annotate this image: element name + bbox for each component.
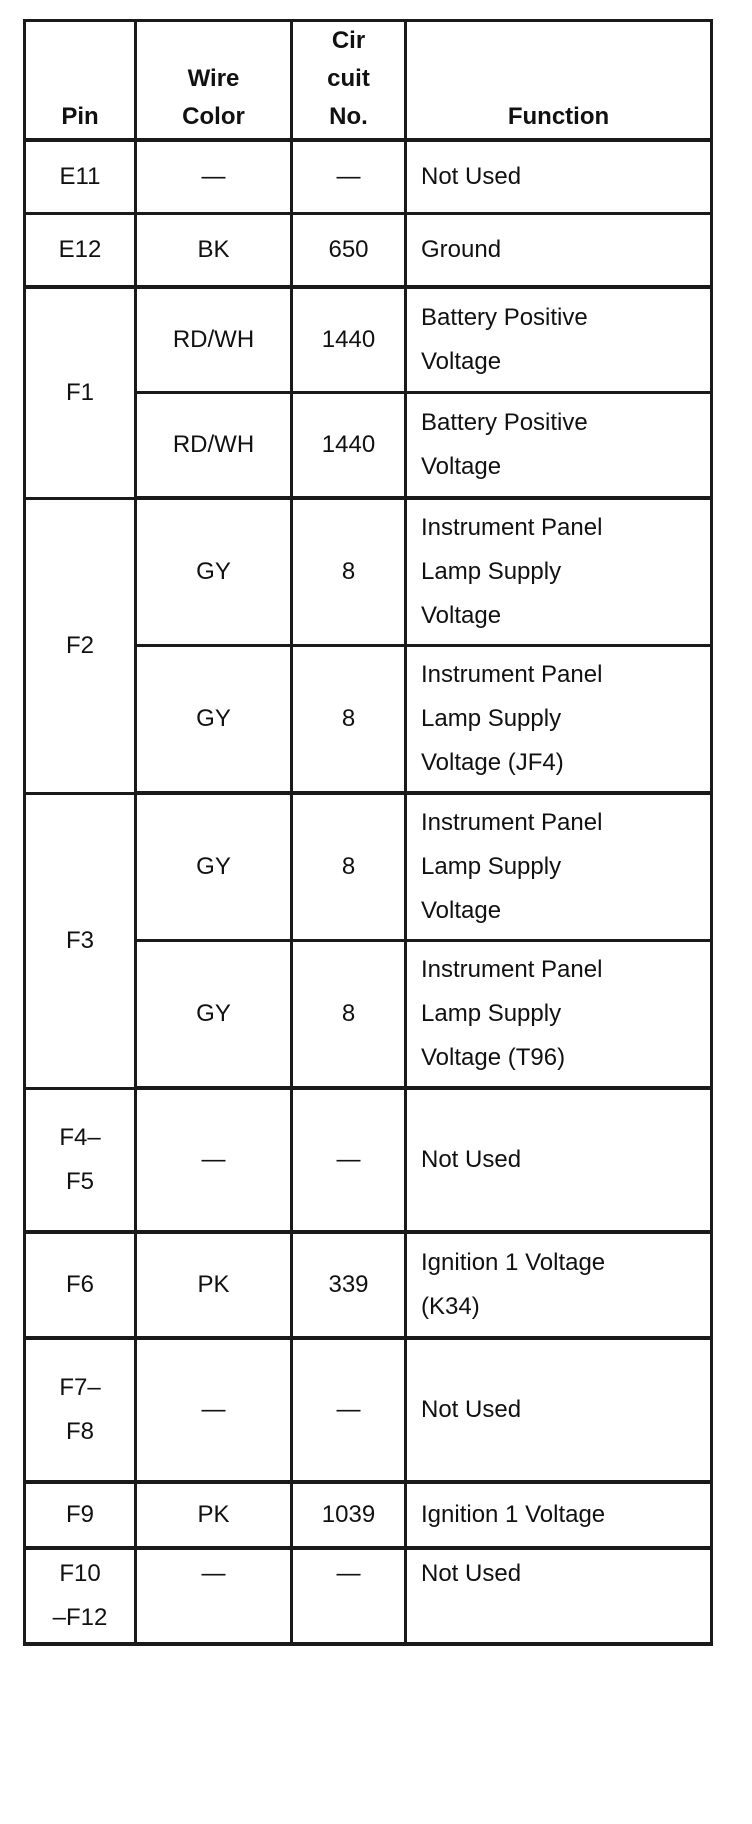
pin-cell: F4– F5 [25,1088,136,1232]
wire-color-cell: GY [136,941,292,1089]
circuit-cell: 8 [292,646,406,794]
function-cell: Battery Positive Voltage [406,393,712,499]
table-header [25,21,712,141]
circuit-cell: — [292,1548,406,1644]
wire-color-cell: PK [136,1482,292,1548]
wire-color-cell: BK [136,214,292,288]
pin-cell: E12 [25,214,136,288]
table-row [25,498,712,646]
wire-color-cell: RD/WH [136,393,292,499]
header-circuit-no: Cir cuit No. [292,21,406,141]
circuit-cell: 1039 [292,1482,406,1548]
circuit-cell: 339 [292,1232,406,1338]
function-cell: Instrument Panel Lamp Supply Voltage [406,498,712,646]
table-row [25,214,712,288]
pin-cell: F7– F8 [25,1338,136,1482]
pin-cell: F10 –F12 [25,1548,136,1644]
circuit-cell: 8 [292,941,406,1089]
header-wire-color: Wire Color [136,21,292,141]
function-cell: Not Used [406,1338,712,1482]
circuit-cell: 650 [292,214,406,288]
wire-color-cell: — [136,1338,292,1482]
wire-color-cell: RD/WH [136,287,292,393]
function-cell: Instrument Panel Lamp Supply Voltage [406,793,712,941]
function-cell: Ignition 1 Voltage [406,1482,712,1548]
pin-cell: F2 [25,498,136,793]
pin-cell: F1 [25,287,136,498]
table-row [25,140,712,214]
header-function: Function [406,21,712,141]
function-cell: Instrument Panel Lamp Supply Voltage (JF4) [406,646,712,794]
circuit-cell: — [292,140,406,214]
table-row [25,1088,712,1232]
table-row [25,1548,712,1644]
function-cell: Not Used [406,1548,712,1644]
wire-color-cell: — [136,140,292,214]
table-row [25,1338,712,1482]
wire-color-cell: — [136,1088,292,1232]
function-cell: Not Used [406,1088,712,1232]
pin-cell: F9 [25,1482,136,1548]
header-pin: Pin [25,21,136,141]
pin-cell: F6 [25,1232,136,1338]
table-row [25,793,712,941]
function-cell: Ground [406,214,712,288]
function-cell: Ignition 1 Voltage (K34) [406,1232,712,1338]
circuit-cell: 8 [292,498,406,646]
circuit-cell: 1440 [292,393,406,499]
function-cell: Battery Positive Voltage [406,287,712,393]
circuit-cell: 8 [292,793,406,941]
wire-color-cell: GY [136,793,292,941]
circuit-cell: — [292,1088,406,1232]
circuit-cell: — [292,1338,406,1482]
circuit-cell: 1440 [292,287,406,393]
table-row [25,1482,712,1548]
table-row [25,1232,712,1338]
function-cell: Not Used [406,140,712,214]
wire-color-cell: — [136,1548,292,1644]
wire-color-cell: GY [136,498,292,646]
pin-cell: F3 [25,793,136,1088]
pin-cell: E11 [25,140,136,214]
wire-color-cell: GY [136,646,292,794]
function-cell: Instrument Panel Lamp Supply Voltage (T96) [406,941,712,1089]
table-row [25,287,712,393]
wire-color-cell: PK [136,1232,292,1338]
connector-pinout-table [23,19,713,1646]
